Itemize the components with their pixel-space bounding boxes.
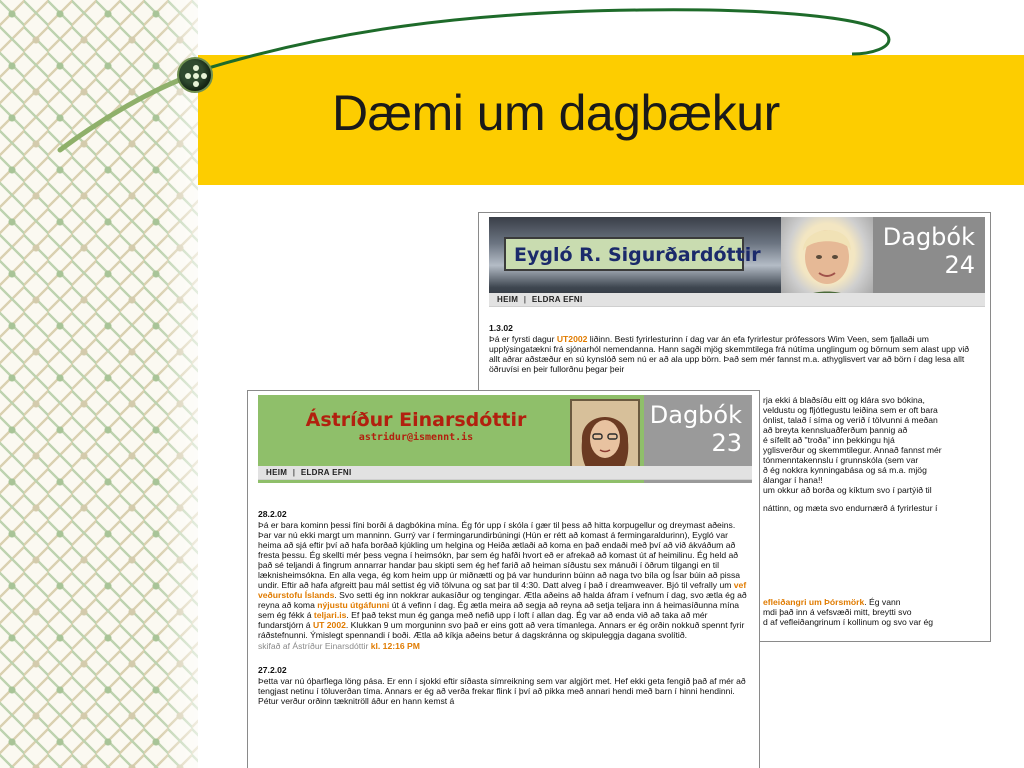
diary-owner-name: Ástríður Einarsdóttir	[305, 409, 527, 431]
post-link[interactable]: UT2002	[556, 334, 588, 344]
diary-banner	[489, 217, 985, 305]
post-text: . Ef það tekst mun ég ganga með nefið upp í loft í allan dag. Ég var að enda við að taka að mér fundarstjórn á	[258, 610, 708, 630]
post-text: . Klukkan 9 um morguninn svo það er eins gott að vera tímanlega. Annars er ég orðin nokkuð spennt fyrir ráðstefnunni. Ýmislegt spennandi í boði. Ætla að kíkja aðeins betur á dagskránna og skipuleggja dagana svolítið.	[258, 620, 745, 640]
diary-owner-name: Eygló R. Sigurðardóttir	[514, 244, 761, 266]
post-text: Þá er fyrsti dagur	[489, 334, 557, 344]
post-fragment: ónlist, talað í síma og verið í tölvunni á meðan	[763, 415, 938, 425]
post-body	[489, 334, 981, 374]
post-fragment: veldustu og fljótlegustu leiðina sem er oft bara	[763, 405, 938, 415]
post-fragment: um okkur að borða og kíktum svo í partýið til	[763, 485, 932, 495]
post-link[interactable]: teljari.is	[313, 610, 347, 620]
diary-number-box	[873, 217, 985, 305]
diary-post	[258, 509, 750, 706]
post-fragment: é sífellt að "troða" inn þekkingu hjá	[763, 435, 895, 445]
post-author: skifað af Ástríður Einarsdóttir	[258, 641, 371, 651]
nav-home-link[interactable]: HEIM	[497, 295, 519, 304]
post-text: . Ég vann	[864, 597, 901, 607]
post-fragment: rja ekki á blaðsíðu eitt og klára svo bókina,	[763, 395, 925, 405]
post-fragments	[763, 395, 988, 627]
post-body	[258, 520, 750, 640]
post-fragment: d af vefleiðangrinum í kollinum og svo var ég	[763, 617, 934, 627]
post-meta	[258, 641, 750, 651]
ornament-bullet-icon	[177, 57, 213, 93]
post-body: Þetta var nú óþarflega löng pása. Er enn í sjokki eftir síðasta símreikning sem var algjört met. Hef ekki geta fengið það af mér að tengjast netinu í töluverðan tíma. Annars er ég að verða frekar flink í því að pikka með annari hendi með barn í hinni hendinni. Pétur verður orðinn tæknitröll áður en hann kemst á	[258, 676, 746, 706]
diary-number: 24	[944, 251, 975, 279]
post-text: Þá er bara kominn þessi fíni borði á dagbókina mína. Ég fór upp í skóla í gær til þess að hitta korpugellur og dreymast aðeins. Þar var nú ekki margt um manninn. Gurrý var í fermingarundirbúningi (Hún er rétt að komast á fermingaraldurinn), Eygló var heima að sjá eftir því að hafa borðað kjúkling um helgina og Heiða ætlaði að koma en það endaði með því að við ákváðum að fresta þessu. Ég skellti mér þess vegna í heimsókn, þar sem ég hafði hvort eð er afrekað að komast út af heimilinu. Ég held að það sé teljandi á fingrum annarrar handar þau skipti sem ég hef farið að heiman síðustu sex mánuði í öðrum tilgangi en til læknisheimsókna. En alla vega, ég kom heim upp úr miðnætti og þá var hundurinn búinn að naga tvo bíla og Ísar búin að pissa undir. Eftir að hafa afgreitt þau mál settist ég við tölvuna og sat þar til 4:30. Datt alveg í það í dreamweaver. Bjó til vefrally um	[258, 520, 741, 590]
name-plate	[286, 409, 546, 459]
post-fragment: náttinn, og mæta svo endurnærð á fyrirlestur í	[763, 503, 938, 513]
post-text: liðinn. Besti fyrirlesturinn í dag var án efa fyrirlestur prófessors Wim Veen, sem fjallaði um upplýsingatækni frá sjónarhól nemendanna. Hann sagði mjög skemmtilega frá nútíma unglingum og börnum sem alast upp við allt aðrar aðstæður en sú kynslóð sem nú er að ala upp börn. Það sem mér fannst m.a. athyglisvert var að börn í dag lesa allt öðruvísi en þeir fullorðnu þegar þeir	[489, 334, 970, 374]
diary-screenshot-astridur	[247, 390, 760, 768]
post-fragment: ð ég nokkra kynningabása og sá m.a. mjög	[763, 465, 927, 475]
author-photo	[781, 217, 873, 305]
slide-title: Dæmi um dagbækur	[332, 85, 780, 141]
post-date: 28.2.02	[258, 509, 287, 519]
author-photo	[570, 399, 640, 475]
nav-older-link[interactable]: ELDRA EFNI	[300, 468, 352, 477]
nav-older-link[interactable]: ELDRA EFNI	[531, 295, 583, 304]
post-time-link[interactable]: kl. 12:16 PM	[370, 641, 420, 651]
post-date: 27.2.02	[258, 665, 287, 675]
name-plate	[504, 237, 761, 271]
nav-home-link[interactable]: HEIM	[266, 468, 288, 477]
post-text: út á vefinn í dag. Ég ætla meira að segja að reyna að setja teljara inn á heimasíðunna mína sem ég fékk á	[258, 600, 740, 620]
post-fragment: að breyta kennsluaðferðum þannig að	[763, 425, 908, 435]
diary-navbar	[489, 293, 985, 307]
post-link[interactable]: nýjustu útgáfunni	[317, 600, 390, 610]
dagbok-label: Dagbók	[882, 223, 975, 251]
diary-navbar	[258, 466, 752, 480]
post-fragment: álangar í hana!!	[763, 475, 823, 485]
post-fragment: mdi það inn á vefsvæði mitt, breytti svo	[763, 607, 912, 617]
post-fragment: yglisverður og skemmtilegur. Annað fannst mér	[763, 445, 942, 455]
nav-separator: |	[523, 295, 527, 304]
post-text: . Svo setti ég inn nokkrar aukasíður og tengingar. Ætla aðeins að halda áfram í vefnum í dag, svo ætla ég að reyna að koma	[258, 590, 747, 610]
diary-number: 23	[711, 429, 742, 457]
post-link[interactable]: efleiðangri um Þórsmörk	[763, 597, 865, 607]
post-link[interactable]: vef veðurstofu Íslands	[258, 580, 747, 600]
diary-owner-email: astridur@ismennt.is	[358, 432, 474, 443]
post-fragment	[763, 597, 988, 607]
post-date: 1.3.02	[489, 323, 513, 333]
post-link[interactable]: UT 2002	[312, 620, 346, 630]
diary-post	[489, 323, 981, 374]
nav-separator: |	[292, 468, 296, 477]
dagbok-label: Dagbók	[649, 401, 742, 429]
post-fragment: tónmenntakennslu í grunnskóla (sem var	[763, 455, 919, 465]
